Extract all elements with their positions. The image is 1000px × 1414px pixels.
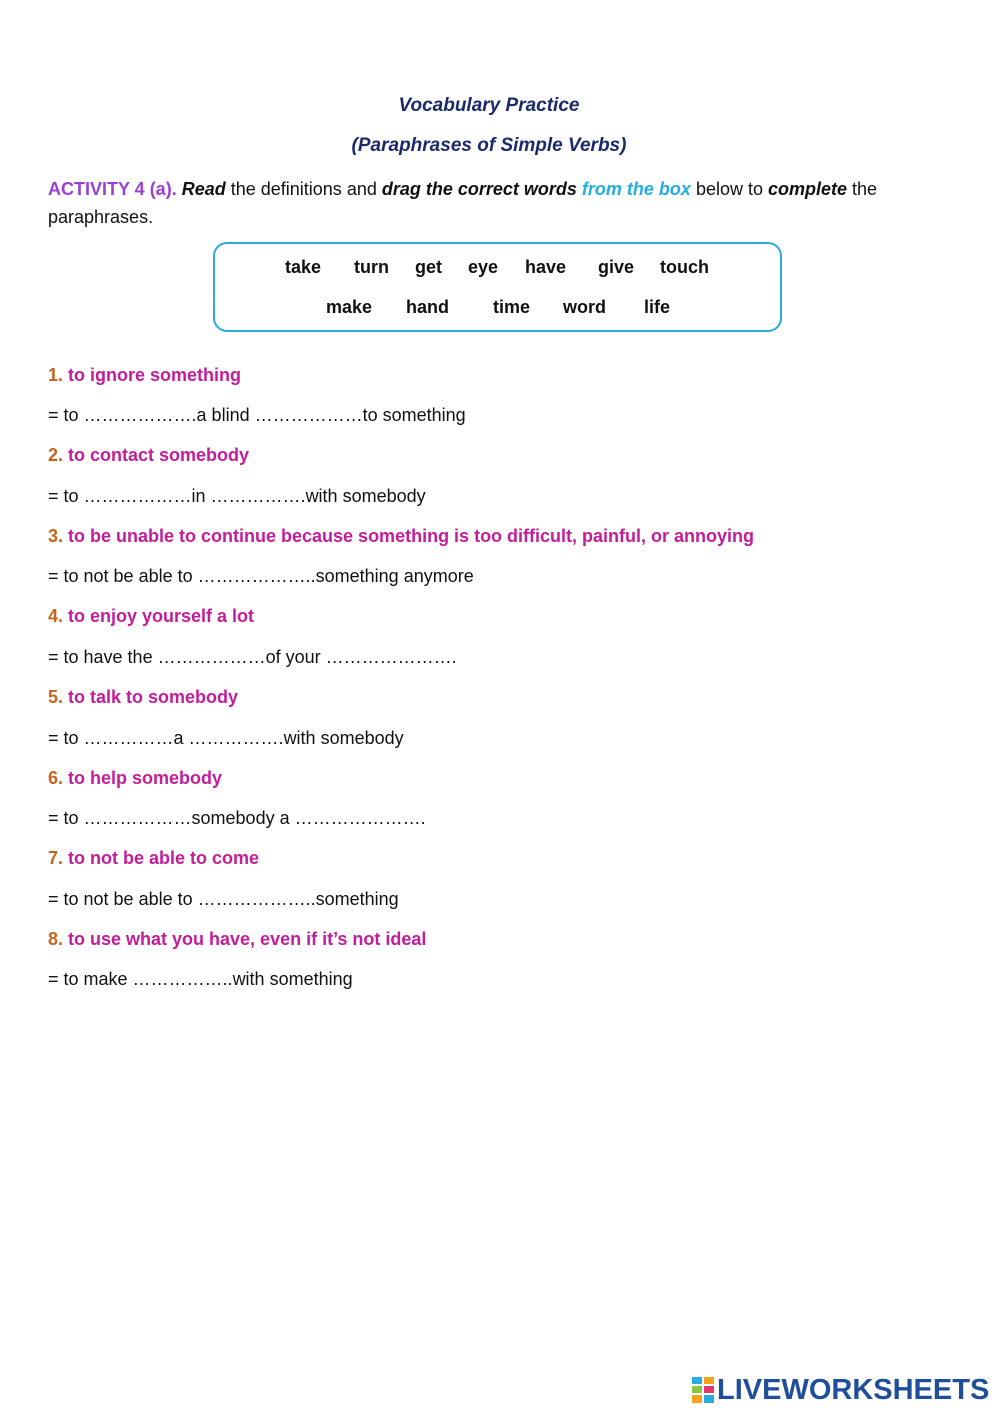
question-number: 6. — [48, 768, 64, 788]
word-bank-box — [213, 242, 782, 332]
word-life[interactable]: life — [644, 297, 671, 317]
instruction-text-1: the definitions and — [225, 179, 382, 199]
instruction-drag: drag the correct words — [381, 179, 577, 199]
question-4-paraphrase — [48, 647, 457, 668]
logo-text: LIVEWORKSHEETS — [717, 1373, 990, 1406]
question-number: 2. — [48, 445, 64, 465]
page-subtitle: (Paraphrases of Simple Verbs) — [351, 135, 627, 156]
question-text: to be unable to continue because something is too difficult, painful, or annoying — [63, 526, 755, 546]
word-make[interactable]: make — [326, 297, 373, 317]
question-number: 3. — [48, 526, 64, 546]
question-3-definition — [48, 526, 754, 547]
word-time[interactable]: time — [493, 297, 531, 317]
text: with somebody — [305, 486, 426, 506]
word-have[interactable]: have — [525, 257, 567, 277]
text: something — [315, 889, 399, 909]
question-7-paraphrase — [48, 889, 399, 910]
question-text: to ignore something — [63, 365, 242, 385]
question-5-definition — [48, 687, 238, 708]
word-touch[interactable]: touch — [660, 257, 709, 277]
answer-blank[interactable]: ……………. — [210, 486, 306, 506]
liveworksheets-icon — [692, 1377, 714, 1403]
liveworksheets-logo — [692, 1373, 989, 1407]
text: = to not be able to — [48, 566, 198, 586]
text: = to — [48, 405, 84, 425]
text: something anymore — [315, 566, 474, 586]
answer-blank[interactable]: …………………. — [294, 808, 426, 828]
word-hand[interactable]: hand — [406, 297, 449, 317]
answer-blank[interactable]: ………………. — [83, 405, 197, 425]
text: with something — [232, 969, 353, 989]
activity-label: ACTIVITY 4 (a). — [48, 179, 177, 199]
answer-blank[interactable]: ……………. — [188, 728, 284, 748]
answer-blank[interactable]: ……………….. — [197, 566, 316, 586]
question-6-definition — [48, 768, 222, 789]
word-word[interactable]: word — [563, 297, 606, 317]
text: = to not be able to — [48, 889, 198, 909]
question-text: to not be able to come — [63, 848, 260, 868]
answer-blank[interactable]: …………… — [83, 728, 174, 748]
answer-blank[interactable]: …………………. — [325, 647, 457, 667]
question-text: to talk to somebody — [63, 687, 239, 707]
text: = to — [48, 728, 84, 748]
question-2-paraphrase — [48, 486, 426, 507]
text: = to — [48, 808, 84, 828]
question-number: 8. — [48, 929, 64, 949]
instruction-read: Read — [181, 179, 226, 199]
answer-blank[interactable]: …………….. — [132, 969, 233, 989]
instruction-text-4: the paraphrases. — [48, 179, 878, 227]
answer-blank[interactable]: ……………… — [157, 647, 266, 667]
answer-blank[interactable]: ……………… — [83, 808, 192, 828]
question-text: to use what you have, even if it’s not ideal — [63, 929, 427, 949]
text: of your — [265, 647, 326, 667]
word-turn[interactable]: turn — [354, 257, 389, 277]
question-1-definition — [48, 365, 241, 386]
text: = to make — [48, 969, 133, 989]
question-8-definition — [48, 929, 426, 950]
word-get[interactable]: get — [415, 257, 442, 277]
text: somebody a — [191, 808, 295, 828]
question-number: 5. — [48, 687, 64, 707]
question-number: 4. — [48, 606, 64, 626]
question-3-paraphrase — [48, 566, 474, 587]
question-1-paraphrase — [48, 405, 466, 426]
text: a blind — [196, 405, 255, 425]
activity-instructions — [48, 175, 948, 231]
question-text: to enjoy yourself a lot — [63, 606, 255, 626]
text: = to — [48, 486, 84, 506]
question-4-definition — [48, 606, 254, 627]
instruction-from-box: from the box — [581, 179, 691, 199]
text: in — [191, 486, 211, 506]
text: = to have the — [48, 647, 158, 667]
question-number: 7. — [48, 848, 64, 868]
text: to something — [362, 405, 466, 425]
question-6-paraphrase — [48, 808, 426, 829]
question-text: to help somebody — [63, 768, 223, 788]
question-number: 1. — [48, 365, 64, 385]
answer-blank[interactable]: ……………… — [83, 486, 192, 506]
question-7-definition — [48, 848, 259, 869]
word-give[interactable]: give — [598, 257, 635, 277]
word-eye[interactable]: eye — [468, 257, 499, 277]
instruction-text-3: below to — [690, 179, 768, 199]
instruction-complete: complete — [767, 179, 848, 199]
answer-blank[interactable]: ……………….. — [197, 889, 316, 909]
text: a — [173, 728, 189, 748]
question-8-paraphrase — [48, 969, 353, 990]
question-text: to contact somebody — [63, 445, 250, 465]
answer-blank[interactable]: ……………… — [254, 405, 363, 425]
question-2-definition — [48, 445, 249, 466]
question-5-paraphrase — [48, 728, 404, 749]
word-take[interactable]: take — [285, 257, 322, 277]
page-title: Vocabulary Practice — [398, 95, 580, 116]
text: with somebody — [283, 728, 404, 748]
